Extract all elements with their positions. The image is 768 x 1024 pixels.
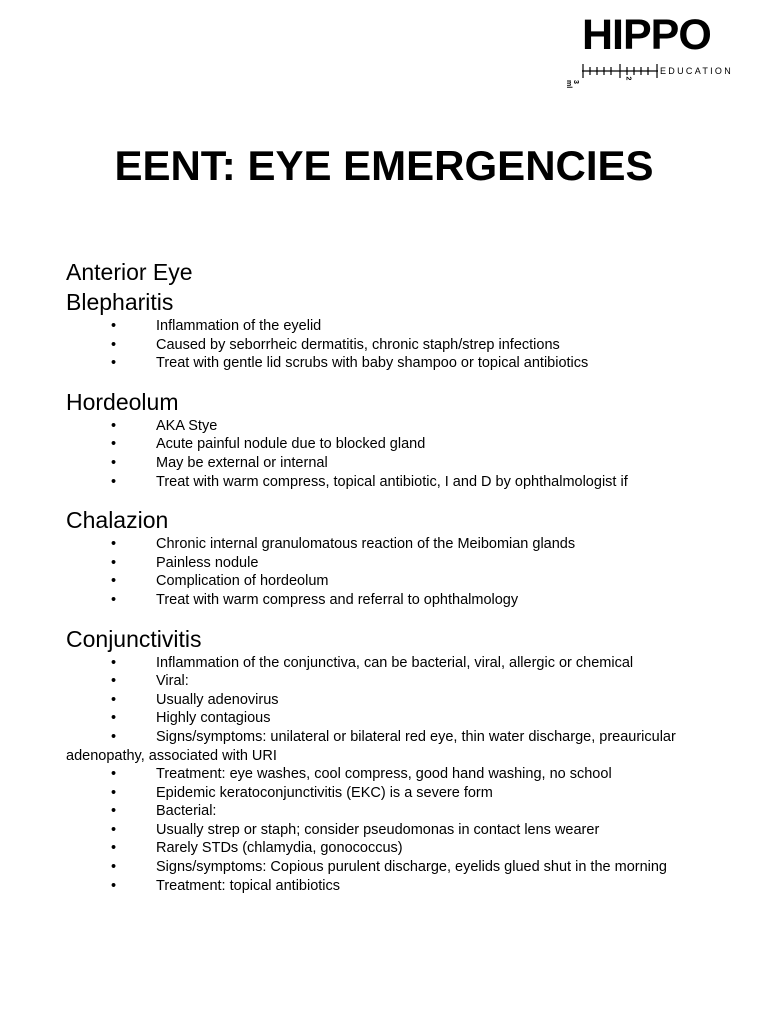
bullet-icon: • [111,840,117,857]
bullet-icon: • [111,591,117,608]
list-item: • Highly contagious [111,710,271,727]
logo-ruler-mark-2: 2 [624,76,632,81]
list-item: • Signs/symptoms: Copious purulent discharge, eyelids glued shut in the morning [111,859,667,876]
bullet-icon: • [111,691,117,708]
list-item: • Acute painful nodule due to blocked gland [111,436,426,453]
document-body [66,257,726,895]
list-item: • Treat with warm compress, topical antibiotic, I and D by ophthalmologist if [111,473,628,490]
bullet-icon: • [111,859,117,876]
bullet-icon: • [111,573,117,590]
bullet-icon: • [111,803,117,820]
section-heading-anterior-eye: Anterior Eye [66,259,193,285]
bullet-icon: • [111,473,117,490]
ruler-icon [582,64,658,78]
list-item: • Treatment: topical antibiotics [111,877,341,894]
list-item: • Bacterial: [111,803,217,820]
logo-wordmark: HIPPO [582,11,711,59]
bullet-icon: • [111,554,117,571]
list-item: • Treatment: eye washes, cool compress, good hand washing, no school [111,766,612,783]
section-heading-hordeolum: Hordeolum [66,388,179,415]
list-item: • May be external or internal [111,454,328,471]
bullet-icon: • [111,766,117,783]
bullet-list [66,417,726,491]
bullet-icon: • [111,784,117,801]
bullet-icon: • [111,821,117,838]
bullet-icon: • [111,417,117,434]
section-hordeolum [66,387,726,491]
bullet-list [66,317,726,373]
bullet-icon: • [111,355,117,372]
list-item: • Rarely STDs (chlamydia, gonococcus) [111,840,403,857]
list-item: • Inflammation of the conjunctiva, can be bacterial, viral, allergic or chemical [111,654,634,671]
logo-ruler-mark: 3 ml [565,80,579,89]
list-item: • Painless nodule [111,554,259,571]
list-item: • Signs/symptoms: unilateral or bilateral red eye, thin water discharge, preauricular adenopathy, associated with URI [66,728,676,764]
bullet-icon: • [111,710,117,727]
bullet-icon: • [111,536,117,553]
list-item: • AKA Stye [111,417,218,434]
bullet-icon: • [111,654,117,671]
section-conjunctivitis [66,624,726,896]
list-item: • Usually adenovirus [111,691,279,708]
bullet-list [66,535,726,609]
section-chalazion [66,505,726,609]
list-item: • Inflammation of the eyelid [111,318,322,334]
list-item: • Caused by seborrheic dermatitis, chronic staph/strep infections [111,336,560,353]
hippo-education-logo [565,11,752,94]
section-heading-blepharitis: Blepharitis [66,289,174,315]
list-item: • Treat with gentle lid scrubs with baby shampoo or topical antibiotics [111,355,589,372]
bullet-icon: • [111,673,117,690]
list-item: • Epidemic keratoconjunctivitis (EKC) is a severe form [111,784,493,801]
bullet-icon: • [111,336,117,353]
bullet-icon: • [111,454,117,471]
bullet-icon: • [111,318,117,334]
bullet-list [66,654,726,896]
list-item: • Usually strep or staph; consider pseudomonas in contact lens wearer [111,821,600,838]
bullet-icon: • [111,877,117,894]
section-heading-conjunctivitis: Conjunctivitis [66,625,202,652]
logo-subtitle: EDUCATION [660,66,734,76]
list-item: • Complication of hordeolum [111,573,329,590]
section-heading-chalazion: Chalazion [66,507,169,534]
list-item: • Treat with warm compress and referral to ophthalmology [111,591,519,608]
section-blepharitis [66,257,726,373]
bullet-icon: • [111,436,117,453]
list-item: • Viral: [111,673,189,690]
bullet-icon: • [111,728,117,745]
list-item: • Chronic internal granulomatous reaction of the Meibomian glands [111,536,576,553]
page-title: EENT: EYE EMERGENCIES [114,142,654,189]
